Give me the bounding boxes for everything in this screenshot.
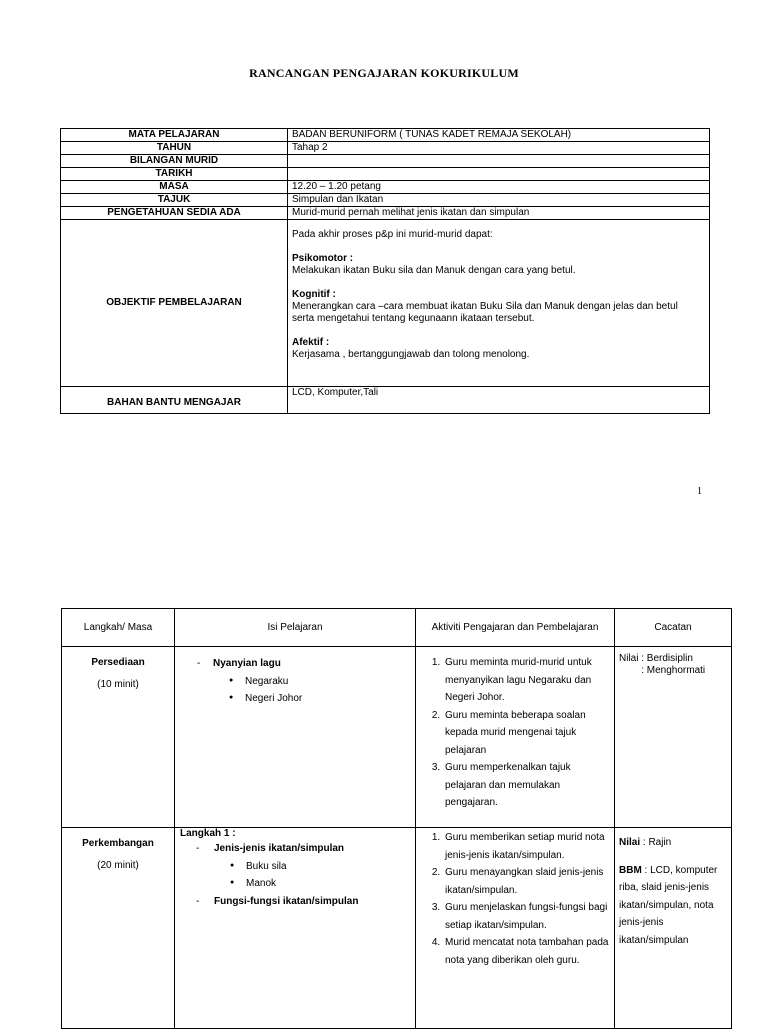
page-number: 1 [697,486,702,497]
kognitif-label: Kognitif : [292,289,336,300]
value-pengetahuan-sedia-ada: Murid-murid pernah melihat jenis ikatan dan simpulan [288,207,710,220]
step-time: (20 minit) [97,859,139,871]
list-item: 3. Guru menjelaskan fungsi-fungsi bagi setiap ikatan/simpulan. [443,899,609,934]
cacatan-perkembangan [615,828,732,1029]
value-tarikh [288,168,710,181]
label-bahan-bantu: BAHAN BANTU MENGAJAR [61,387,288,414]
nilai-value: : Rajin [640,837,672,848]
row-persediaan [62,647,732,828]
list-item: Manok [246,878,277,889]
value-mata-pelajaran: BADAN BERUNIFORM ( TUNAS KADET REMAJA SEKOLAH) [288,129,710,142]
value-objektif [288,220,710,387]
label-masa: MASA [61,181,288,194]
nilai-label: Nilai [619,837,641,848]
aktiviti-perkembangan [416,828,615,1029]
header-cacatan: Cacatan [615,609,732,647]
label-tahun: TAHUN [61,142,288,155]
header-isi: Isi Pelajaran [175,609,416,647]
bbm-label: BBM [619,864,642,876]
header-langkah: Langkah/ Masa [62,609,175,647]
info-row-tarikh [61,168,710,181]
psikomotor-text: Melakukan ikatan Buku sila dan Manuk dengan cara yang betul. [292,265,576,276]
isi-perkembangan: Langkah 1 : - Jenis-jenis ikatan/simpulan ● Buku sila ● Manok - Fungsi-fungsi ikatan/simpulan [175,828,416,1029]
step-persediaan [62,647,175,828]
list-item: 2. Guru menayangkan slaid jenis-jenis ikatan/simpulan. [443,864,609,899]
nilai-line-2: : Menghormati [619,665,706,676]
value-tahun: Tahap 2 [288,142,710,155]
label-tarikh: TARIKH [61,168,288,181]
langkah-heading: Langkah 1 : [180,828,236,839]
info-table [60,128,710,414]
row-perkembangan [62,828,732,1029]
step-name: Perkembangan [82,838,154,849]
document-title: RANCANGAN PENGAJARAN KOKURIKULUM [249,66,519,80]
isi-persediaan: - Nyanyian lagu ● Negaraku ● Negeri Johor [175,647,416,828]
label-tajuk: TAJUK [61,194,288,207]
list-item: Buku sila [246,860,287,872]
value-tajuk: Simpulan dan Ikatan [288,194,710,207]
isi-heading: Nyanyian lagu [213,658,281,669]
label-pengetahuan-sedia-ada: PENGETAHUAN SEDIA ADA [61,207,288,220]
aktiviti-persediaan [416,647,615,828]
afektif-label: Afektif : [292,337,330,348]
list-item: 3. Guru memperkenalkan tajuk pelajaran dan memulakan pengajaran. [443,759,609,812]
step-name: Persediaan [91,657,145,668]
list-item: 1. Guru meminta murid-murid untuk menyanyikan lagu Negaraku dan Negeri Johor. [443,654,609,707]
isi-heading: Jenis-jenis ikatan/simpulan [214,843,345,854]
value-bahan-bantu: LCD, Komputer,Tali [288,387,710,414]
list-item: 4. Murid mencatat nota tambahan pada nota yang diberikan oleh guru. [443,934,609,969]
info-row-mata-pelajaran [61,129,710,142]
list-item: 1. Guru memberikan setiap murid nota jenis-jenis ikatan/simpulan. [443,829,609,864]
list-item: 2. Guru meminta beberapa soalan kepada murid mengenai tajuk pelajaran [443,707,609,760]
afektif-text: Kerjasama , bertanggungjawab dan tolong menolong. [292,349,530,360]
kognitif-text-1: Menerangkan cara –cara membuat ikatan Buku Sila dan Manuk dengan jelas dan betul [292,301,678,312]
lesson-plan-table [61,608,732,1029]
plan-header-row [62,609,732,647]
list-item: Negeri Johor [245,693,303,704]
label-objektif: OBJEKTIF PEMBELAJARAN [61,220,288,387]
objektif-intro: Pada akhir proses p&p ini murid-murid dapat: [292,229,493,240]
info-row-pengetahuan [61,207,710,220]
label-mata-pelajaran: MATA PELAJARAN [61,129,288,142]
info-row-bahan [61,387,710,414]
step-perkembangan [62,828,175,1029]
value-bilangan-murid [288,155,710,168]
cacatan-persediaan [615,647,732,828]
isi-heading-2: Fungsi-fungsi ikatan/simpulan [214,895,359,907]
bbm-value: : LCD, komputer riba, slaid jenis-jenis ikatan/simpulan, nota jenis-jenis ikatan/simpulan [619,864,718,946]
list-item: Negaraku [245,675,289,687]
kognitif-text-2: serta mengetahui tentang kegunaann ikataan tersebut. [292,313,535,324]
info-row-objektif [61,220,710,387]
step-time: (10 minit) [97,678,139,690]
nilai-line-1: Nilai : Berdisiplin [619,653,693,664]
info-row-tahun [61,142,710,155]
info-row-masa [61,181,710,194]
info-row-bilangan [61,155,710,168]
label-bilangan-murid: BILANGAN MURID [61,155,288,168]
info-row-tajuk [61,194,710,207]
value-masa: 12.20 – 1.20 petang [288,181,710,194]
header-aktiviti: Aktiviti Pengajaran dan Pembelajaran [416,609,615,647]
psikomotor-label: Psikomotor : [292,253,354,264]
